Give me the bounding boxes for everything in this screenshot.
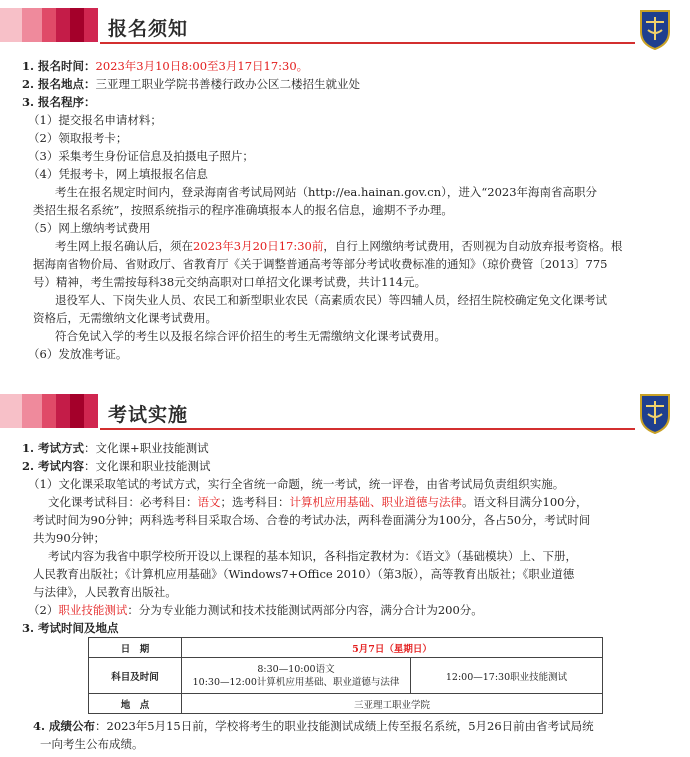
- results-announcement-line: 一向考生公布成绩。: [40, 737, 144, 751]
- morning-session-1: 8:30—10:00语文: [257, 663, 335, 675]
- section-header-registration: [0, 4, 690, 44]
- section-title: 报名须知: [108, 18, 189, 40]
- registration-procedure-heading: 3. 报名程序：: [22, 95, 96, 109]
- register-paragraph-line: 考生在报名规定时间内，登录海南省考试局网站（http://ea.hainan.gov.cn），进入“2023年海南省高职分: [55, 185, 598, 199]
- step-2: （2）领取报考卡；: [28, 131, 128, 145]
- step-1: （1）提交报名申请材料；: [28, 113, 162, 127]
- header-stripes: [0, 8, 98, 42]
- step-6: （6）发放准考证。: [28, 347, 128, 361]
- subjects-line: 文化课考试科目：必考科目：语文；选考科目：计算机应用基础、职业道德与法律。语文科目满分100分，: [48, 495, 588, 509]
- registration-place: 2. 报名地点：三亚理工职业学院书善楼行政办公区二楼招生就业处: [22, 77, 361, 91]
- section-title: 考试实施: [108, 404, 189, 426]
- header-stripes: [0, 394, 98, 428]
- free-paragraph-line: 符合免试入学的考生以及报名综合评价招生的考生无需缴纳文化课考试费用。: [55, 329, 446, 343]
- exam-duration-line: 考试时间为90分钟；两科选考科目采取合场、合卷的考试办法，两科卷面满分为100分，各占50分，考试时间: [33, 513, 591, 527]
- fee-paragraph-line: 号）精神，考生需按每科38元交纳高职对口单招文化课考试费，共计114元。: [33, 275, 427, 289]
- section-header-exam: [0, 390, 690, 430]
- results-announcement: 4. 成绩公布：2023年5月15日前，学校将考生的职业技能测试成绩上传至报名系统，5月26日前由省考试局统: [33, 719, 594, 733]
- table-row: [89, 658, 603, 694]
- fee-paragraph-line: 考生网上报名确认后，须在2023年3月20日17:30前，自行上网缴纳考试费用，否则视为自动放弃报考资格。根: [55, 239, 623, 253]
- table-row: [89, 638, 603, 658]
- exam-duration-line: 共为90分钟；: [33, 531, 106, 545]
- exam-content: 2. 考试内容：文化课和职业技能测试: [22, 459, 211, 473]
- textbooks-line: 与法律》，人民教育出版社。: [33, 585, 177, 599]
- table-cell: 科目及时间: [89, 658, 182, 694]
- table-cell: 地 点: [89, 694, 182, 714]
- school-emblem-icon: [638, 8, 672, 50]
- exempt-paragraph-line: 资格后，无需缴纳文化课考试费用。: [33, 311, 217, 325]
- textbooks-line: 考试内容为我省中职学校所开设以上课程的基本知识，各科指定教材为：《语文》（基础模块）上、下册，: [48, 549, 577, 563]
- step-3: （3）采集考生身份证信息及拍摄电子照片；: [28, 149, 254, 163]
- table-cell: 日 期: [89, 638, 182, 658]
- table-cell: 5月7日（星期日）: [182, 638, 603, 658]
- skill-test-paragraph: （2）职业技能测试：分为专业能力测试和技术技能测试两部分内容，满分合计为200分。: [28, 603, 483, 617]
- register-paragraph-line: 类招生报名系统”，按照系统指示的程序准确填报本人的报名信息，逾期不予办理。: [33, 203, 453, 217]
- table-cell: [182, 658, 411, 694]
- registration-time: 1. 报名时间：2023年3月10日8:00至3月17日17:30。: [22, 59, 309, 73]
- table-cell: 12:00—17:30职业技能测试: [411, 658, 603, 694]
- written-exam-paragraph: （1）文化课采取笔试的考试方式，实行全省统一命题，统一考试，统一评卷，由省考试局负责组织实施。: [28, 477, 565, 491]
- exam-method: 1. 考试方式：文化课+职业技能测试: [22, 441, 209, 455]
- table-cell: 三亚理工职业学院: [182, 694, 603, 714]
- exempt-paragraph-line: 退役军人、下岗失业人员、农民工和新型职业农民（高素质农民）等四辅人员，经招生院校确定免文化课考试: [55, 293, 607, 307]
- fee-paragraph-line: 据海南省物价局、省财政厅、省教育厅《关于调整普通高考等部分考试收费标准的通知》（琼价费管〔2013〕775: [33, 257, 608, 271]
- header-divider: [100, 42, 635, 44]
- exam-time-place-heading: 3. 考试时间及地点: [22, 621, 119, 635]
- school-emblem-icon: [638, 392, 672, 434]
- exam-schedule-table: [88, 637, 603, 714]
- table-row: [89, 694, 603, 714]
- step-5: （5）网上缴纳考试费用: [28, 221, 151, 235]
- step-4: （4）凭报考卡，网上填报报名信息: [28, 167, 208, 181]
- header-divider: [100, 428, 635, 430]
- textbooks-line: 人民教育出版社；《计算机应用基础》（Windows7+Office 2010）（第3版），高等教育出版社；《职业道德: [33, 567, 575, 581]
- morning-session-2: 10:30—12:00计算机应用基础、职业道德与法律: [192, 676, 400, 688]
